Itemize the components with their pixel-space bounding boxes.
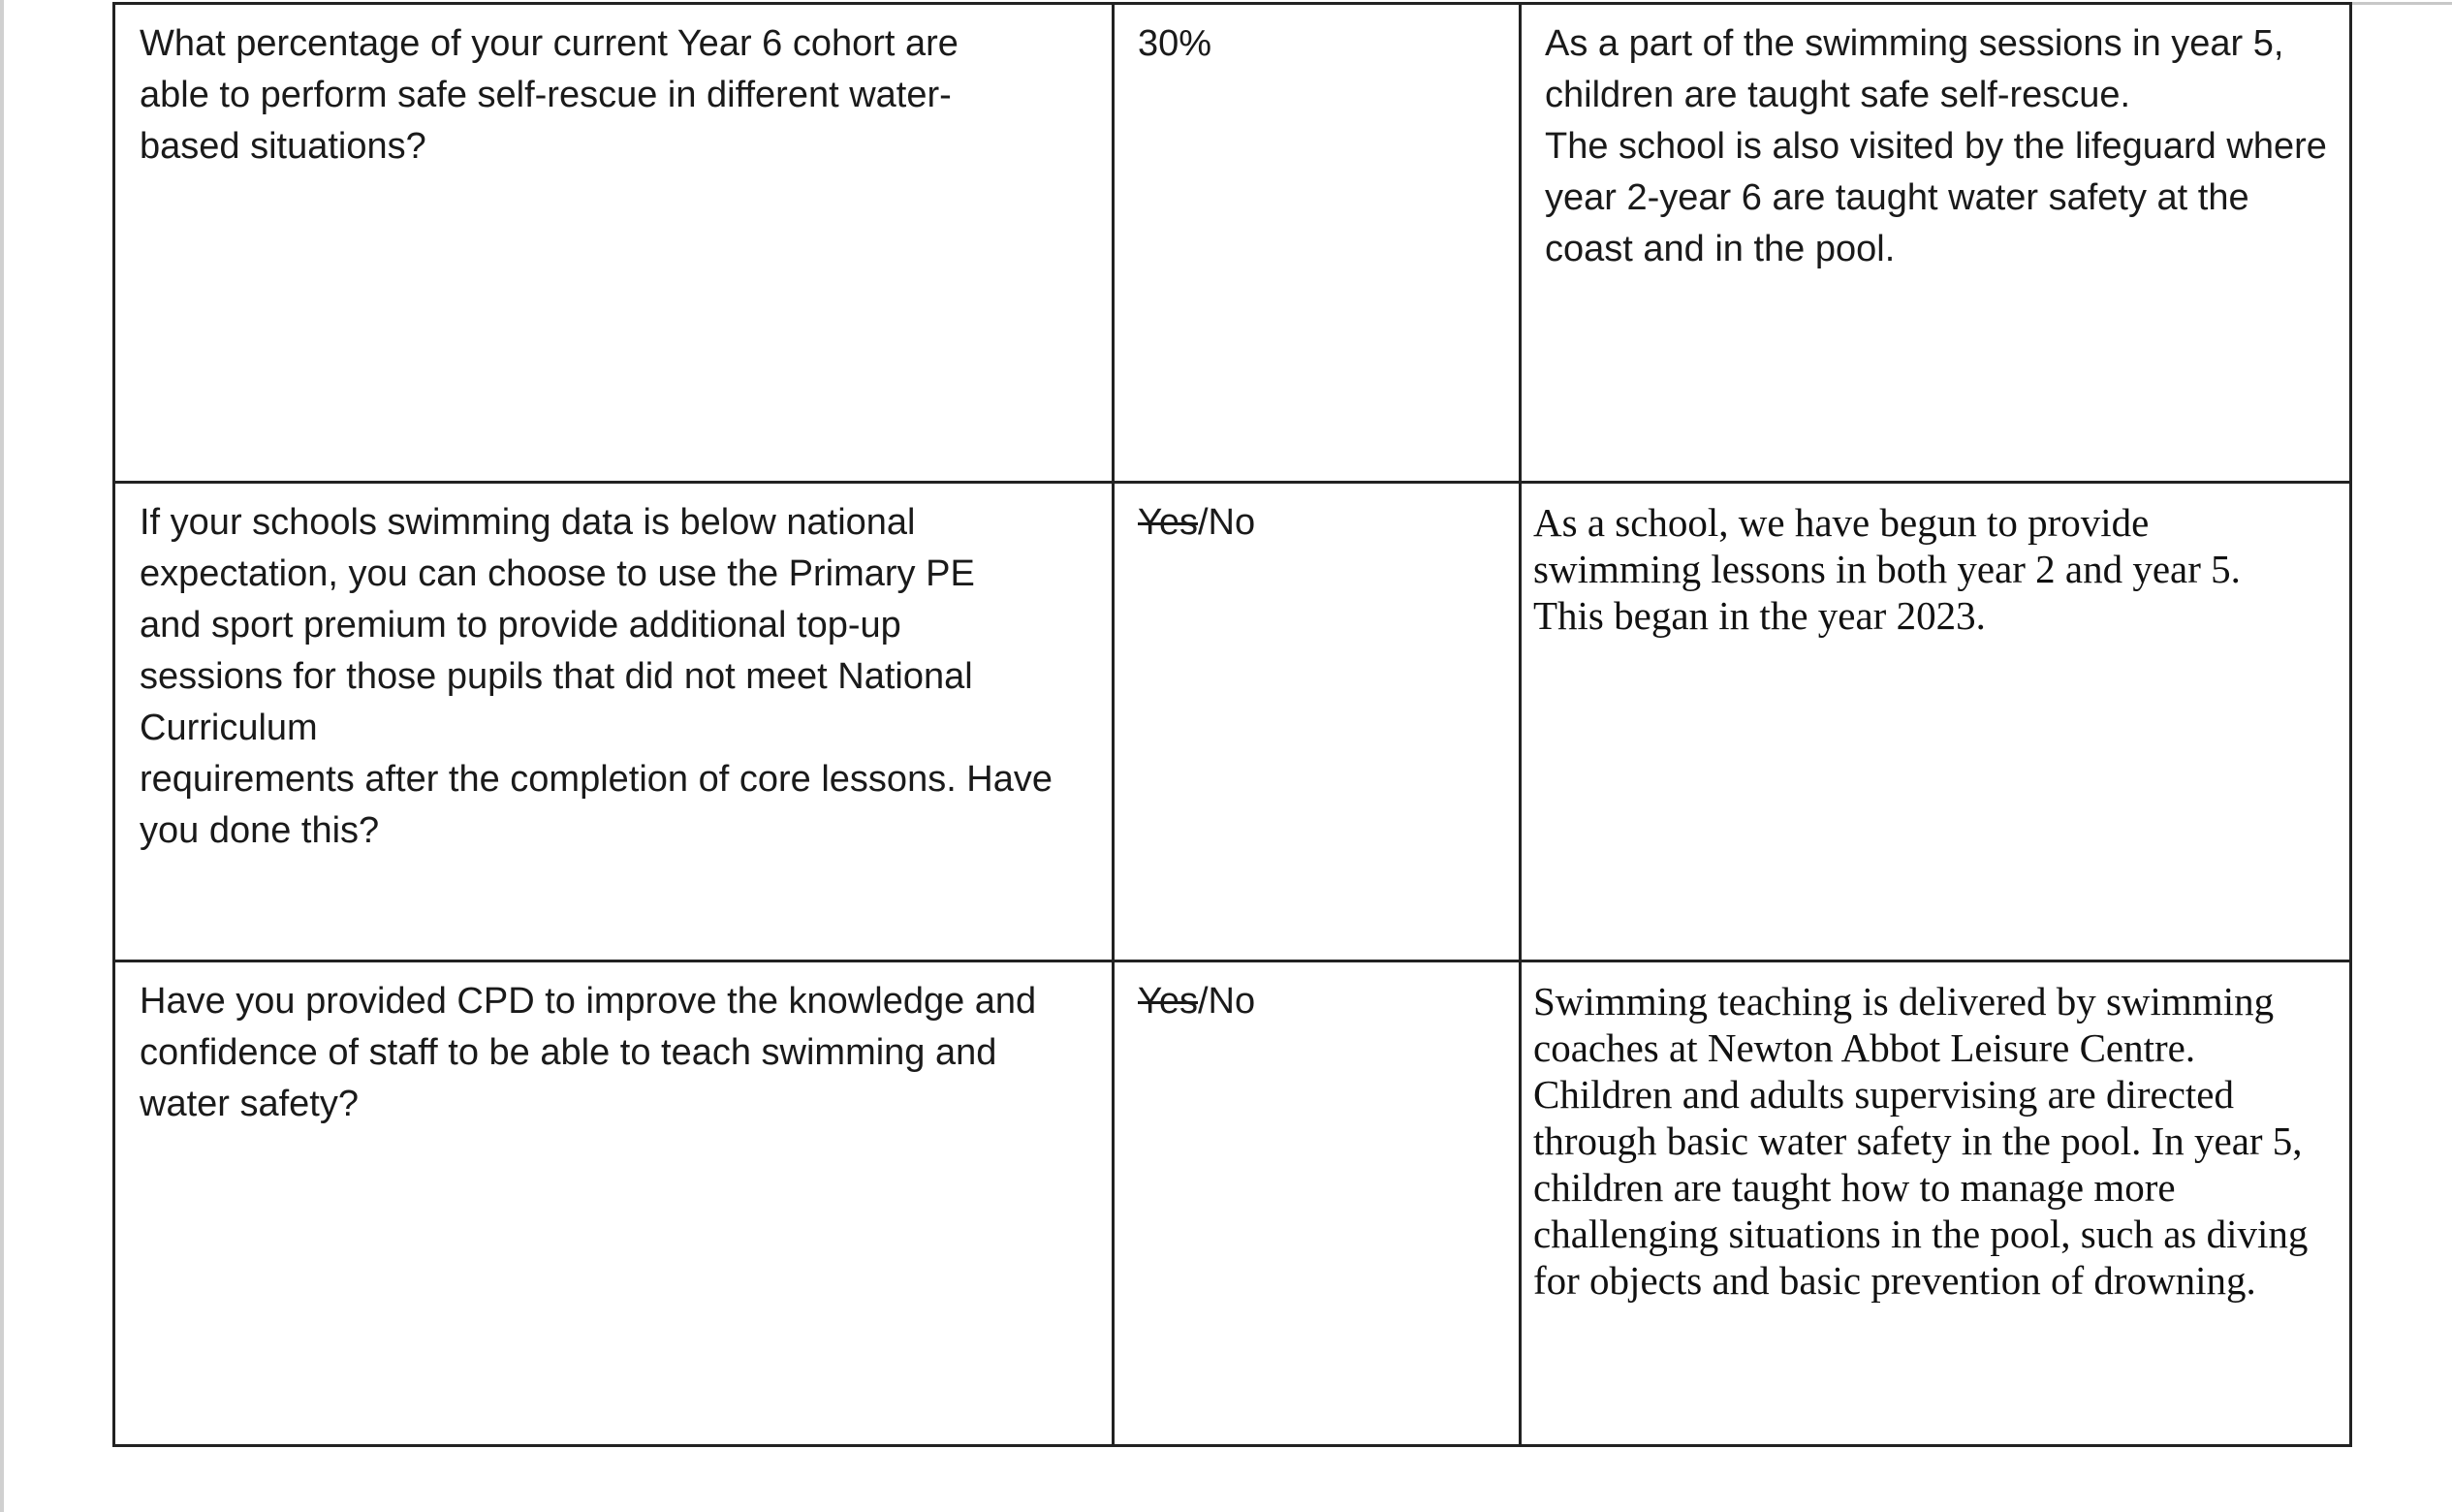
comment-line: As a school, we have begun to provide (1533, 500, 2150, 545)
answer-text (1115, 962, 1519, 1027)
answer-struck-yes: Yes (1138, 502, 1198, 543)
question-cell (114, 4, 1114, 483)
question-text (115, 484, 1112, 857)
question-line: and sport premium to provide additional top-up (140, 605, 901, 646)
table-row (114, 483, 2351, 961)
question-line: expectation, you can choose to use the Primary PE (140, 553, 975, 594)
question-line: confidence of staff to be able to teach swimming and (140, 1032, 997, 1073)
comment-line: coast and in the pool. (1545, 229, 1896, 269)
comment-line: through basic water safety in the pool. In year 5, (1533, 1118, 2303, 1163)
comment-line: Children and adults supervising are directed (1533, 1072, 2234, 1117)
answer-cell (1114, 483, 1521, 961)
answer-struck-yes: Yes (1138, 981, 1198, 1022)
question-cell (114, 483, 1114, 961)
question-text (115, 5, 1112, 173)
question-line: requirements after the completion of core lessons. Have (140, 759, 1053, 800)
comment-line: for objects and basic prevention of drowning. (1533, 1258, 2256, 1303)
question-cell (114, 961, 1114, 1446)
comment-line: Swimming teaching is delivered by swimming (1533, 979, 2275, 1024)
page-left-edge (0, 0, 4, 1512)
answer-no: /No (1198, 981, 1256, 1022)
comment-line: coaches at Newton Abbot Leisure Centre. (1533, 1025, 2196, 1070)
comment-line: challenging situations in the pool, such as diving (1533, 1212, 2309, 1256)
comment-line: swimming lessons in both year 2 and year 5. (1533, 547, 2241, 591)
comment-line: children are taught how to manage more (1533, 1165, 2176, 1210)
swimming-table (112, 2, 2352, 1447)
question-line: based situations? (140, 126, 426, 167)
comment-text (1522, 484, 2349, 639)
answer-no: /No (1198, 502, 1256, 543)
answer-text (1115, 5, 1519, 70)
comment-text (1522, 5, 2349, 275)
question-text (115, 962, 1112, 1130)
answer-value: 30% (1138, 23, 1212, 64)
question-line: sessions for those pupils that did not meet National (140, 656, 973, 697)
table-row (114, 961, 2351, 1446)
question-line: water safety? (140, 1084, 359, 1124)
answer-cell (1114, 4, 1521, 483)
comment-line: children are taught safe self-rescue. (1545, 75, 2131, 115)
page-top-rule (2347, 2, 2452, 5)
comment-cell (1521, 483, 2351, 961)
table-row (114, 4, 2351, 483)
question-line: What percentage of your current Year 6 cohort are (140, 23, 959, 64)
comment-text (1522, 962, 2349, 1304)
comment-cell (1521, 961, 2351, 1446)
question-line: Have you provided CPD to improve the knowledge and (140, 981, 1037, 1022)
answer-text (1115, 484, 1519, 549)
question-line: Curriculum (140, 708, 318, 748)
comment-line: The school is also visited by the lifeguard where (1545, 126, 2327, 167)
comment-line: As a part of the swimming sessions in year 5, (1545, 23, 2284, 64)
question-line: able to perform safe self-rescue in different water- (140, 75, 952, 115)
comment-line: year 2-year 6 are taught water safety at the (1545, 177, 2249, 218)
question-line: you done this? (140, 810, 380, 851)
question-line: If your schools swimming data is below national (140, 502, 916, 543)
comment-cell (1521, 4, 2351, 483)
answer-cell (1114, 961, 1521, 1446)
comment-line: This began in the year 2023. (1533, 593, 1986, 638)
